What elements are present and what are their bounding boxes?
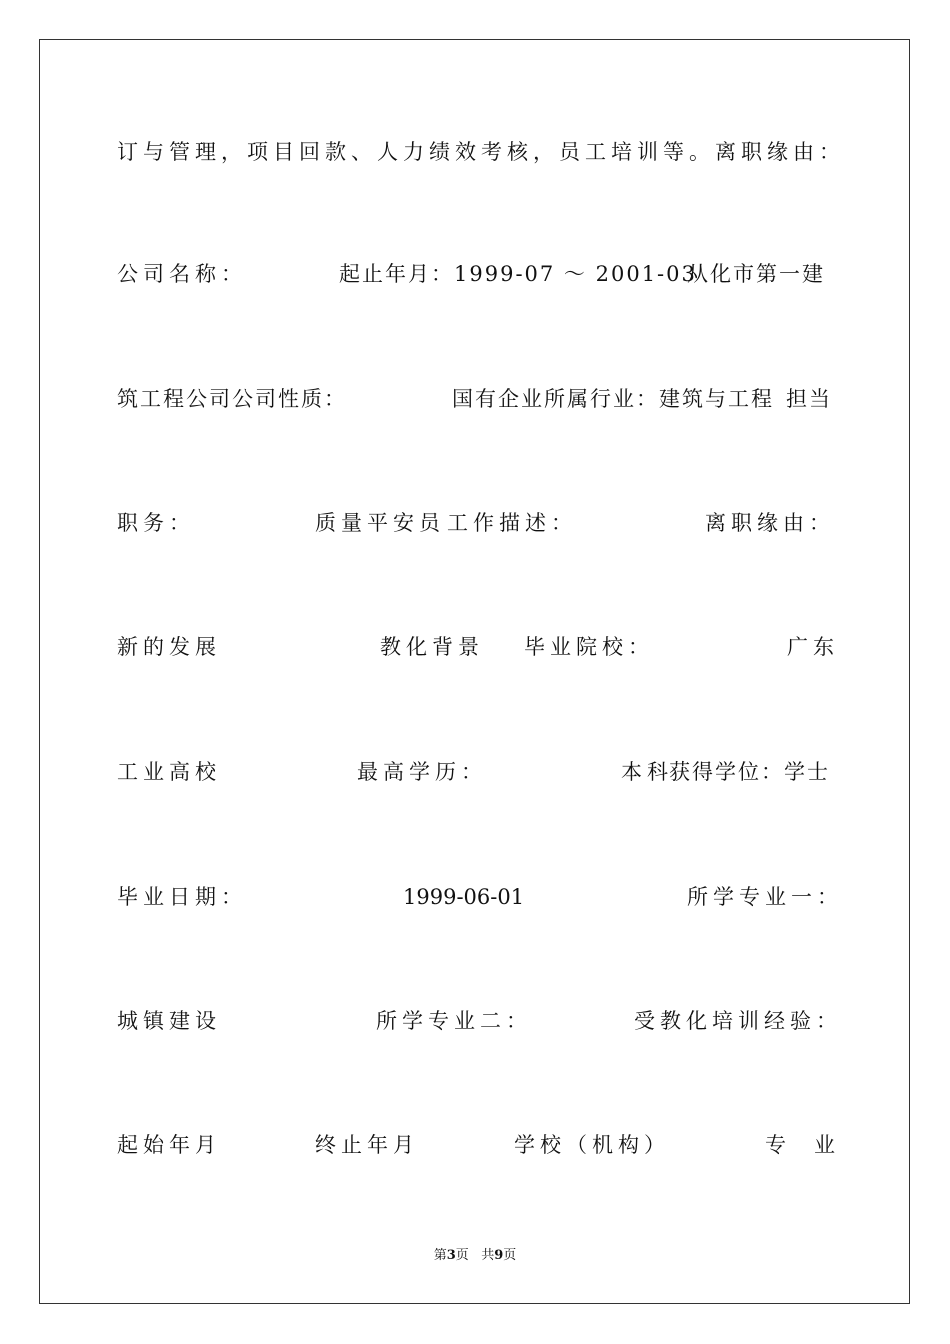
institution-header: 学校（机构） bbox=[514, 1133, 670, 1157]
line-1-text: 订与管理，项目回款、人力绩效考核，员工培训等。离职缘由： bbox=[117, 140, 845, 164]
footer-total-prefix: 共 bbox=[481, 1248, 495, 1263]
text-line-7 bbox=[117, 881, 843, 913]
company-name-label: 公司名称： bbox=[117, 262, 247, 286]
company-type-label: 公司性质： bbox=[232, 387, 347, 411]
major-header-part1: 专 bbox=[765, 1133, 786, 1157]
training-heading: 受教化培训经验： bbox=[634, 1009, 842, 1033]
industry: 所属行业：建筑与工程 bbox=[544, 387, 774, 411]
school-name-part2: 工业高校 bbox=[117, 760, 221, 784]
text-line-6 bbox=[117, 756, 835, 788]
education-heading: 教化背景 bbox=[380, 635, 484, 659]
position-label-part1: 担当 bbox=[786, 387, 832, 411]
leave-reason-value: 新的发展 bbox=[117, 635, 221, 659]
employment-period: 起止年月：1999-07 ～ 2001-03 bbox=[339, 262, 697, 286]
company-name-part2: 筑工程公司 bbox=[117, 387, 232, 411]
page-footer bbox=[0, 1247, 950, 1265]
current-page-number: 3 bbox=[446, 1248, 456, 1263]
major-header-part2: 业 bbox=[814, 1133, 835, 1157]
highest-degree-label: 最高学历： bbox=[357, 760, 487, 784]
start-date-header: 起始年月 bbox=[117, 1133, 221, 1157]
school-label: 毕业院校： bbox=[524, 635, 654, 659]
position-label-part2: 职务： bbox=[117, 511, 195, 535]
text-line-1 bbox=[117, 136, 845, 168]
footer-total-unit: 页 bbox=[503, 1248, 517, 1263]
text-line-2 bbox=[117, 258, 835, 290]
graduation-date-label: 毕业日期： bbox=[117, 885, 247, 909]
footer-prefix: 第 bbox=[433, 1248, 447, 1263]
major-1-value: 城镇建设 bbox=[117, 1009, 221, 1033]
school-name-part1: 广东 bbox=[787, 635, 839, 659]
text-line-3 bbox=[117, 383, 835, 415]
text-line-5 bbox=[117, 631, 839, 663]
major-1-label: 所学专业一： bbox=[687, 885, 843, 909]
job-description-label: 工作描述： bbox=[447, 511, 577, 535]
end-date-header: 终止年月 bbox=[315, 1133, 419, 1157]
footer-page-unit: 页 bbox=[455, 1248, 469, 1263]
text-line-9 bbox=[117, 1129, 835, 1161]
graduation-date-value: 1999-06-01 bbox=[403, 885, 525, 909]
total-pages-number: 9 bbox=[494, 1248, 504, 1263]
text-line-4 bbox=[117, 507, 835, 539]
company-name-part1: 从化市第一建 bbox=[687, 262, 825, 286]
leave-reason-label: 离职缘由： bbox=[705, 511, 835, 535]
company-type-value: 国有企业 bbox=[452, 387, 544, 411]
text-line-8 bbox=[117, 1005, 842, 1037]
major-2-label: 所学专业二： bbox=[376, 1009, 532, 1033]
page-border bbox=[39, 39, 910, 1304]
highest-degree-value: 本科 bbox=[621, 760, 673, 784]
position-value: 质量平安员 bbox=[315, 511, 445, 535]
academic-degree: 获得学位：学士 bbox=[669, 760, 830, 784]
